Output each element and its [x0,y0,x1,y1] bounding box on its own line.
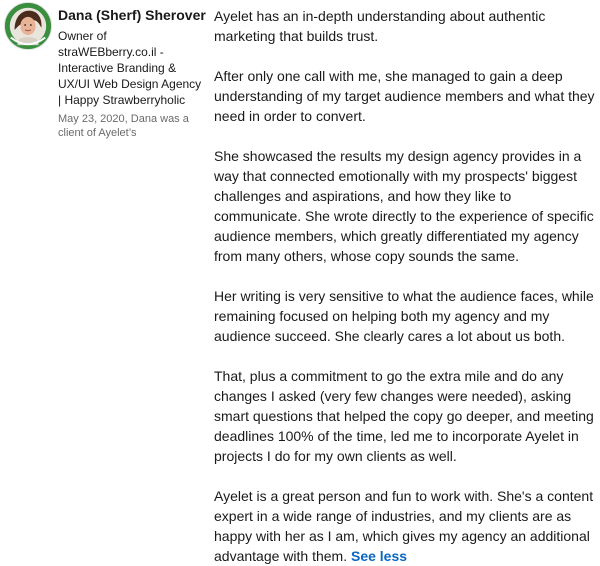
recommendation-date: May 23, 2020, Dana was a client of Ayelet’s [58,113,189,139]
recommendation-paragraph: Her writing is very sensitive to what the audience faces, while remaining focused on helping both my agency and my audience succeed. She clearly cares a lot about us both. [214,288,594,344]
avatar-photo-icon [5,3,51,49]
recommendation-paragraph: Ayelet has an in-depth understanding about authentic marketing that builds trust. [214,8,546,44]
recommendation-text [214,6,596,566]
recommender-profile [58,6,206,140]
recommendation-paragraph: After only one call with me, she managed to gain a deep understanding of my target audience members and what they need in order to convert. [214,68,595,124]
recommendation-paragraph: That, plus a commitment to go the extra mile and do any changes I asked (very few changes were needed), asking smart questions that helped the copy go deeper, and meeting deadlines 100% of the time, led me to incorporate Ayelet in projects I do for my own clients as well. [214,368,594,464]
see-less-link[interactable]: See less [350,548,408,564]
recommendation-paragraph-last [214,486,596,566]
recommendation-paragraph-text: Ayelet is a great person and fun to work with. She's a content expert in a wide range of industries, and my clients are as happy with her as I am, which gives my agency an additional advantage with them. [214,488,594,564]
recommender-name[interactable]: Dana (Sherf) Sherover [58,7,206,23]
avatar[interactable] [4,2,52,50]
recommendation-paragraph: She showcased the results my design agency provides in a way that connected emotionally with my prospects' biggest challenges and aspirations, and how they like to communicate. She wrote directly to the experience of specific audience members, which greatly differentiated my agency from many others, whose copy sounds the same. [214,148,594,264]
recommender-headline: Owner of straWEBberry.co.il - Interactive Branding & UX/UI Web Design Agency | Happy Strawberryholic [58,29,202,107]
